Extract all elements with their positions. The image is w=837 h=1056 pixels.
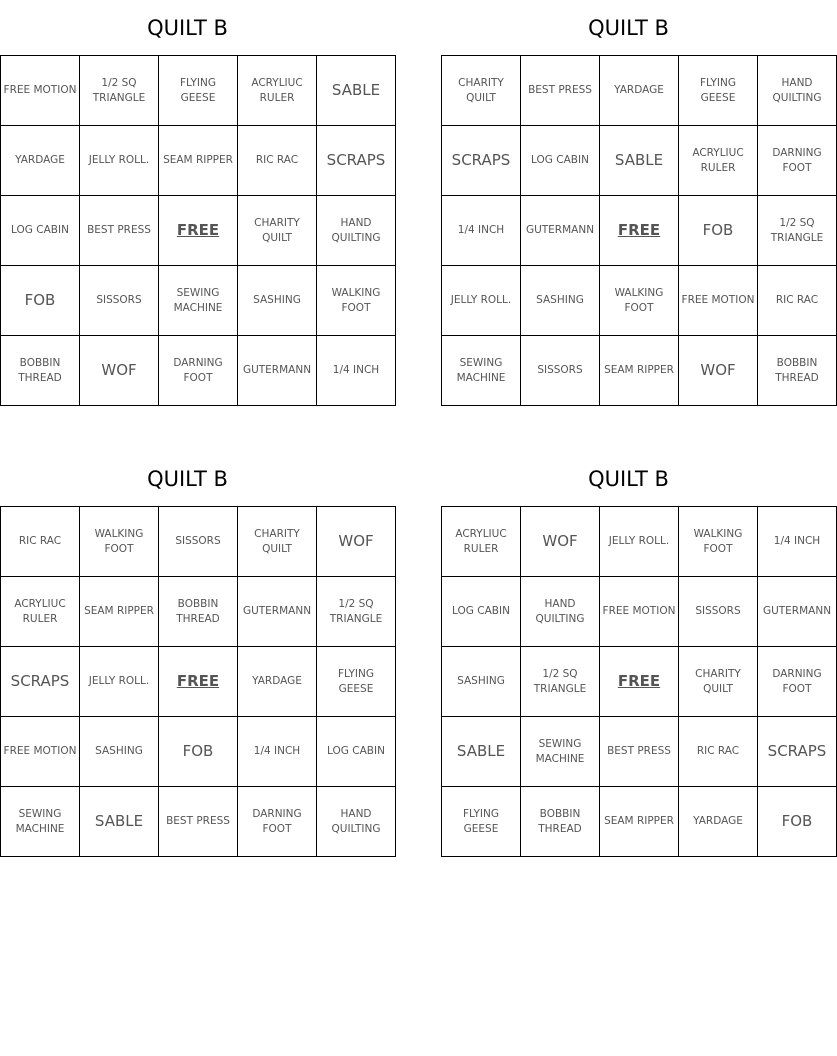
bingo-cell: RIC RAC xyxy=(758,266,837,336)
bingo-card-2 xyxy=(441,0,824,420)
bingo-cell: SISSORS xyxy=(679,577,758,647)
bingo-cell: SABLE xyxy=(600,126,679,196)
bingo-cell: JELLY ROLL. xyxy=(80,126,159,196)
bingo-cell: WOF xyxy=(679,336,758,406)
bingo-cell: DARNING FOOT xyxy=(758,126,837,196)
bingo-cell: SISSORS xyxy=(159,507,238,577)
card-title: QUILT B xyxy=(147,467,228,491)
bingo-cell: LOG CABIN xyxy=(317,717,396,787)
bingo-cell: HAND QUILTING xyxy=(317,787,396,857)
bingo-cell: SASHING xyxy=(521,266,600,336)
bingo-cell: SEWING MACHINE xyxy=(442,336,521,406)
free-space-cell: FREE xyxy=(159,196,238,266)
bingo-cell: RIC RAC xyxy=(238,126,317,196)
free-space-cell: FREE xyxy=(159,647,238,717)
bingo-cell: SCRAPS xyxy=(317,126,396,196)
bingo-cell: CHARITY QUILT xyxy=(442,56,521,126)
bingo-grid xyxy=(0,506,396,857)
grid-row xyxy=(442,56,837,126)
bingo-cell: DARNING FOOT xyxy=(159,336,238,406)
bingo-cell: WALKING FOOT xyxy=(80,507,159,577)
grid-row xyxy=(442,717,837,787)
free-space-cell: FREE xyxy=(600,196,679,266)
grid-row xyxy=(442,507,837,577)
grid-row xyxy=(1,126,396,196)
bingo-cell: YARDAGE xyxy=(1,126,80,196)
bingo-cell: RIC RAC xyxy=(1,507,80,577)
bingo-cell: WALKING FOOT xyxy=(600,266,679,336)
bingo-cell: GUTERMANN xyxy=(238,336,317,406)
bingo-cell: GUTERMANN xyxy=(238,577,317,647)
bingo-cell: HAND QUILTING xyxy=(521,577,600,647)
grid-row xyxy=(1,577,396,647)
bingo-cell: RIC RAC xyxy=(679,717,758,787)
bingo-cell: BEST PRESS xyxy=(521,56,600,126)
bingo-card-4 xyxy=(441,451,832,871)
bingo-cell: 1/4 INCH xyxy=(442,196,521,266)
bingo-cell: CHARITY QUILT xyxy=(238,507,317,577)
bingo-cell: WOF xyxy=(521,507,600,577)
bingo-cell: DARNING FOOT xyxy=(238,787,317,857)
bingo-cell: 1/2 SQ TRIANGLE xyxy=(317,577,396,647)
bingo-cell: FOB xyxy=(1,266,80,336)
bingo-cell: HAND QUILTING xyxy=(317,196,396,266)
bingo-cell: YARDAGE xyxy=(600,56,679,126)
bingo-cell: LOG CABIN xyxy=(442,577,521,647)
grid-row xyxy=(1,787,396,857)
bingo-cell: CHARITY QUILT xyxy=(679,647,758,717)
bingo-cell: FREE MOTION xyxy=(600,577,679,647)
bingo-cell: SEWING MACHINE xyxy=(521,717,600,787)
bingo-cell: SEAM RIPPER xyxy=(600,336,679,406)
bingo-cell: WOF xyxy=(80,336,159,406)
bingo-cell: SASHING xyxy=(442,647,521,717)
bingo-cell: FREE MOTION xyxy=(1,56,80,126)
grid-row xyxy=(1,266,396,336)
bingo-cell: FLYING GEESE xyxy=(679,56,758,126)
grid-row xyxy=(1,196,396,266)
bingo-cell: 1/2 SQ TRIANGLE xyxy=(521,647,600,717)
bingo-cell: SABLE xyxy=(80,787,159,857)
grid-row xyxy=(1,336,396,406)
bingo-cell: SEWING MACHINE xyxy=(1,787,80,857)
bingo-cell: 1/4 INCH xyxy=(758,507,837,577)
bingo-grid xyxy=(441,506,837,857)
bingo-cell: LOG CABIN xyxy=(521,126,600,196)
bingo-cell: LOG CABIN xyxy=(1,196,80,266)
grid-row xyxy=(442,266,837,336)
grid-row xyxy=(442,577,837,647)
bingo-grid xyxy=(0,55,396,406)
bingo-cell: SABLE xyxy=(442,717,521,787)
bingo-cell: DARNING FOOT xyxy=(758,647,837,717)
card-title: QUILT B xyxy=(588,16,669,40)
bingo-cell: SEWING MACHINE xyxy=(159,266,238,336)
bingo-cell: SCRAPS xyxy=(1,647,80,717)
bingo-cell: SEAM RIPPER xyxy=(80,577,159,647)
bingo-cell: 1/4 INCH xyxy=(238,717,317,787)
bingo-cell: FOB xyxy=(758,787,837,857)
bingo-cell: FLYING GEESE xyxy=(159,56,238,126)
card-title: QUILT B xyxy=(147,16,228,40)
bingo-card-1 xyxy=(0,0,386,420)
bingo-cell: FLYING GEESE xyxy=(317,647,396,717)
bingo-cell: ACRYLIUC RULER xyxy=(238,56,317,126)
bingo-cell: BOBBIN THREAD xyxy=(758,336,837,406)
grid-row xyxy=(442,787,837,857)
bingo-cell: HAND QUILTING xyxy=(758,56,837,126)
bingo-cell: BEST PRESS xyxy=(600,717,679,787)
bingo-cell: 1/2 SQ TRIANGLE xyxy=(80,56,159,126)
bingo-cell: SASHING xyxy=(80,717,159,787)
bingo-cell: GUTERMANN xyxy=(758,577,837,647)
grid-row xyxy=(442,647,837,717)
bingo-cell: FOB xyxy=(159,717,238,787)
bingo-cell: WALKING FOOT xyxy=(317,266,396,336)
bingo-cell: SCRAPS xyxy=(758,717,837,787)
bingo-cell: FOB xyxy=(679,196,758,266)
bingo-cell: BOBBIN THREAD xyxy=(521,787,600,857)
grid-row xyxy=(1,717,396,787)
bingo-cell: BEST PRESS xyxy=(159,787,238,857)
bingo-cell: WALKING FOOT xyxy=(679,507,758,577)
bingo-cell: JELLY ROLL. xyxy=(442,266,521,336)
bingo-cell: ACRYLIUC RULER xyxy=(1,577,80,647)
bingo-cell: SISSORS xyxy=(80,266,159,336)
grid-row xyxy=(442,126,837,196)
free-space-cell: FREE xyxy=(600,647,679,717)
bingo-cell: SISSORS xyxy=(521,336,600,406)
bingo-cell: 1/2 SQ TRIANGLE xyxy=(758,196,837,266)
bingo-grid xyxy=(441,55,837,406)
bingo-cell: CHARITY QUILT xyxy=(238,196,317,266)
bingo-card-3 xyxy=(0,451,385,871)
grid-row xyxy=(442,336,837,406)
grid-row xyxy=(442,196,837,266)
bingo-cell: BOBBIN THREAD xyxy=(1,336,80,406)
bingo-cell: JELLY ROLL. xyxy=(600,507,679,577)
grid-row xyxy=(1,56,396,126)
bingo-cell: YARDAGE xyxy=(238,647,317,717)
grid-row xyxy=(1,507,396,577)
bingo-cell: SCRAPS xyxy=(442,126,521,196)
bingo-cell: SEAM RIPPER xyxy=(159,126,238,196)
bingo-cell: SEAM RIPPER xyxy=(600,787,679,857)
bingo-cell: ACRYLIUC RULER xyxy=(442,507,521,577)
bingo-cell: BOBBIN THREAD xyxy=(159,577,238,647)
bingo-cell: WOF xyxy=(317,507,396,577)
bingo-cell: ACRYLIUC RULER xyxy=(679,126,758,196)
bingo-cell: SABLE xyxy=(317,56,396,126)
bingo-cell: JELLY ROLL. xyxy=(80,647,159,717)
grid-row xyxy=(1,647,396,717)
card-title: QUILT B xyxy=(588,467,669,491)
bingo-cell: 1/4 INCH xyxy=(317,336,396,406)
bingo-cell: FREE MOTION xyxy=(679,266,758,336)
bingo-cell: YARDAGE xyxy=(679,787,758,857)
bingo-cell: SASHING xyxy=(238,266,317,336)
bingo-cell: BEST PRESS xyxy=(80,196,159,266)
bingo-cell: GUTERMANN xyxy=(521,196,600,266)
bingo-cell: FLYING GEESE xyxy=(442,787,521,857)
bingo-cell: FREE MOTION xyxy=(1,717,80,787)
